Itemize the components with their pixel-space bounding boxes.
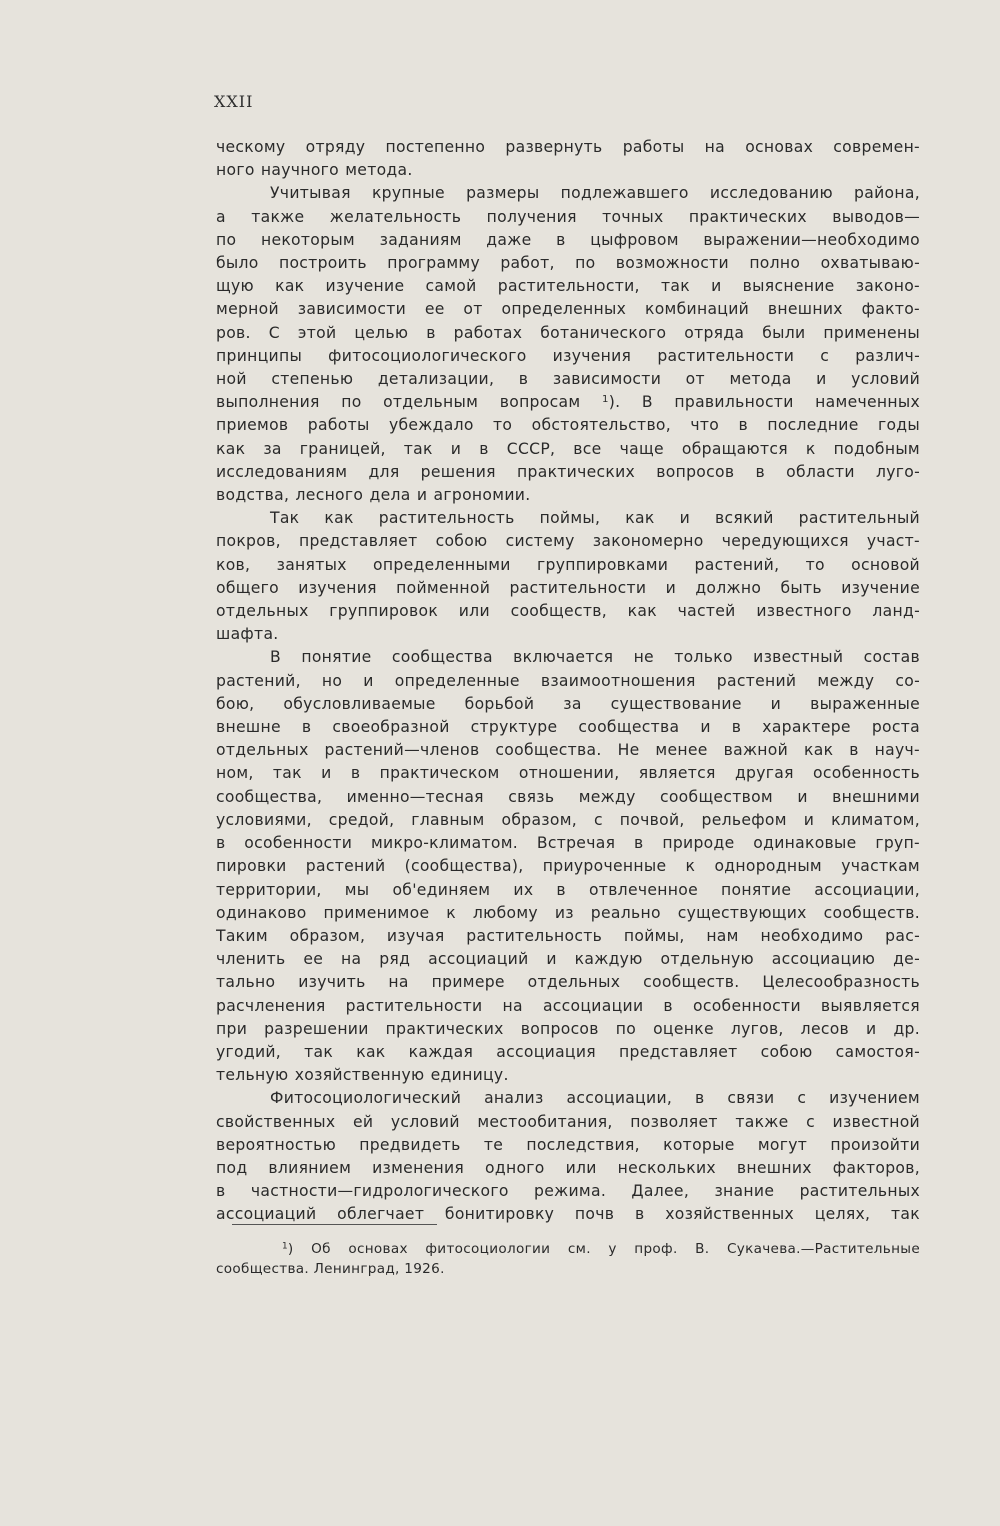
text-line: исследованиям для решения практических вопросов в области луго- (216, 462, 920, 481)
text-line: В понятие сообщества включается не только известный состав (270, 648, 920, 667)
text-line: ческому отряду постепенно развернуть работы на основах современ- (216, 138, 920, 156)
text-line: ного научного метода. (216, 161, 413, 180)
text-line: вероятностью предвидеть те последствия, которые могут произойти (216, 1135, 920, 1154)
text-line: ков, занятых определенными группировками растений, то основой (216, 555, 920, 574)
text-line: растений, но и определенные взаимоотношения растений между со- (216, 671, 920, 690)
text-line: общего изучения пойменной растительности и должно быть изучение (216, 578, 920, 597)
text-line: было построить программу работ, по возможности полно охватываю- (216, 254, 920, 273)
text-line: Таким образом, изучая растительность поймы, нам необходимо рас- (216, 926, 920, 945)
text-line: при разрешении практических вопросов по оценке лугов, лесов и др. (216, 1019, 920, 1038)
text-line: ров. С этой целью в работах ботанического отряда были применены (216, 323, 920, 342)
text-line: в особенности микро-климатом. Встречая в природе одинаковые груп- (216, 834, 920, 853)
text-line: отдельных растений—членов сообщества. Не менее важной как в науч- (216, 741, 920, 760)
text-line-with-footnote-ref (216, 391, 920, 414)
text-line: по некоторым заданиям даже в цыфровом выражении—необходимо (216, 230, 920, 249)
text-line: условиями, средой, главным образом, с почвой, рельефом и климатом, (216, 810, 920, 829)
text-line: Так как растительность поймы, как и всякий растительный (270, 509, 920, 528)
body-text (216, 136, 920, 1227)
text-line: ассоциаций облегчает бонитировку почв в хозяйственных целях, так (216, 1205, 920, 1224)
text-line: сообщества, именно—тесная связь между сообществом и внешними (216, 787, 920, 806)
text-line: а также желательность получения точных практических выводов— (216, 207, 920, 226)
text-line: Учитывая крупные размеры подлежавшего исследованию района, (270, 184, 920, 203)
text-line: ной степенью детализации, в зависимости от метода и условий (216, 370, 920, 389)
text-segment: выполнения по отдельным вопросам (216, 393, 581, 412)
footnote-ref: 1 (601, 394, 609, 406)
text-line: тально изучить на примере отдельных сообществ. Целесообразность (216, 973, 920, 992)
footnote (216, 1239, 920, 1279)
text-line: тельную хозяйственную единицу. (216, 1066, 509, 1085)
footnote-divider (232, 1224, 437, 1225)
text-line: отдельных группировок или сообществ, как частей известного ланд- (216, 602, 920, 621)
text-line: шафта. (216, 625, 279, 644)
text-line: членить ее на ряд ассоциаций и каждую отдельную ассоциацию де- (216, 950, 920, 969)
footnote-line (216, 1239, 920, 1259)
text-line: щую как изучение самой растительности, так и выяснение законо- (216, 277, 920, 296)
text-line: бою, обусловливаемые борьбой за существование и выраженные (216, 694, 920, 713)
text-line: в частности—гидрологического режима. Далее, знание растительных (216, 1182, 920, 1201)
text-line: приемов работы убеждало то обстоятельство, что в последние годы (216, 416, 920, 435)
text-line: расчленения растительности на ассоциации в особенности выявляется (216, 996, 920, 1015)
text-line: мерной зависимости ее от определенных комбинаций внешних факто- (216, 300, 920, 319)
text-line: свойственных ей условий местообитания, позволяет также с известной (216, 1112, 920, 1131)
text-line: покров, представляет собою систему закономерно чередующихся участ- (216, 532, 920, 551)
text-line: как за границей, так и в СССР, все чаще обращаются к подобным (216, 439, 920, 458)
text-line: одинаково применимое к любому из реально существующих сообществ. (216, 903, 920, 922)
text-line: внешне в своеобразной структуре сообщества и в характере роста (216, 718, 920, 737)
text-line: ном, так и в практическом отношении, является другая особенность (216, 764, 920, 783)
text-segment: ). В правильности намеченных (608, 393, 920, 412)
page-number: XXII (214, 92, 254, 111)
text-line: водства, лесного дела и агрономии. (216, 486, 531, 505)
footnote-marker: 1 (282, 1241, 288, 1252)
text-line: Фитосоциологический анализ ассоциации, в связи с изучением (270, 1089, 920, 1108)
text-line: угодий, так как каждая ассоциация представляет собою самостоя- (216, 1042, 920, 1061)
footnote-text: ) Об основах фитосоциологии см. у проф. В. Сукачева.—Растительные (287, 1241, 920, 1257)
text-line: принципы фитосоциологического изучения растительности с различ- (216, 346, 920, 365)
footnote-line: сообщества. Ленинград, 1926. (216, 1261, 445, 1277)
text-line: пировки растений (сообщества), приуроченные к однородным участкам (216, 857, 920, 876)
text-line: под влиянием изменения одного или нескольких внешних факторов, (216, 1158, 920, 1177)
text-line: территории, мы об'единяем их в отвлеченное понятие ассоциации, (216, 880, 920, 899)
